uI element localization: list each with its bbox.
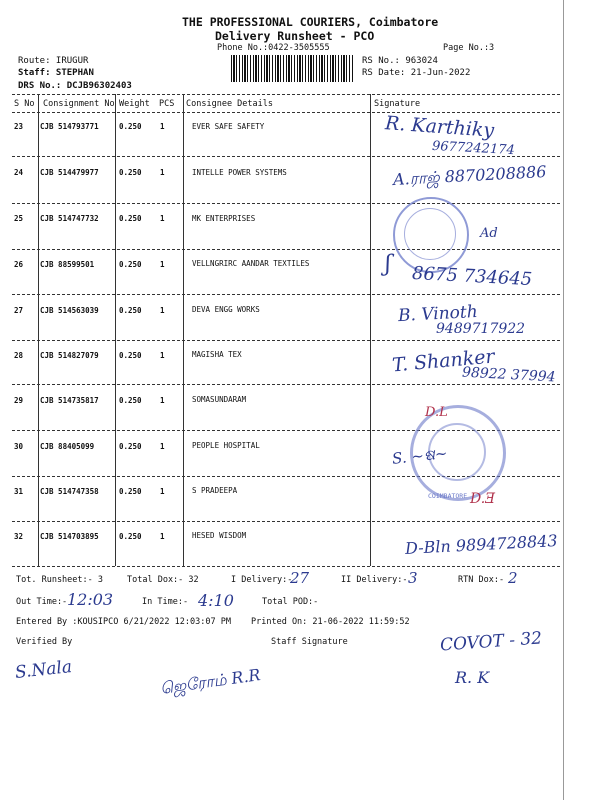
stamp-inner-ring [404, 208, 456, 260]
row-weight: 0.250 [119, 306, 142, 315]
row-consignment: CJB 514747732 [40, 214, 99, 223]
row-consignee: PEOPLE HOSPITAL [192, 441, 260, 450]
total-pod-label: Total POD:- [262, 597, 319, 607]
rs-number: RS No.: 963024 [362, 56, 438, 66]
col-signature: Signature [374, 99, 421, 109]
row-consignment: CJB 88405099 [40, 442, 95, 451]
tot-runsheet: Tot. Runsheet:- 3 [16, 575, 103, 585]
signature-row-23: R. Karthiky [384, 112, 495, 142]
company-name: THE PROFESSIONAL COURIERS, Coimbatore [182, 15, 439, 29]
signature-row-32: D-Bln 9894728843 [404, 531, 558, 558]
runsheet-title: Delivery Runsheet - PCO [215, 29, 375, 43]
row-weight: 0.250 [119, 396, 142, 405]
row-consignment: CJB 514703895 [40, 532, 99, 541]
phone-row-27: 9489717922 [436, 321, 526, 337]
row-rule [12, 384, 560, 385]
col-consignment: Consignment No [43, 99, 115, 109]
printed-on: Printed On: 21-06-2022 11:59:52 [251, 617, 410, 627]
col-pcs: PCS [159, 99, 175, 109]
row-weight: 0.250 [119, 122, 142, 131]
row-sno: 23 [14, 122, 24, 131]
col-divider [38, 94, 39, 566]
red-initials: D.L [425, 405, 448, 420]
phone-row-26: 8675 734645 [411, 262, 533, 291]
row-weight: 0.250 [119, 487, 142, 496]
phone-number: Phone No.:0422-3505555 [217, 43, 330, 53]
signature-row-24: A.ராஜ் 8870208886 [392, 161, 547, 190]
row-pcs: 1 [160, 168, 165, 177]
row-pcs: 1 [160, 122, 165, 131]
out-time-label: Out Time:- [16, 597, 68, 607]
row-consignment: CJB 514747358 [40, 487, 99, 496]
row-consignment: CJB 514827079 [40, 351, 99, 360]
row-rule [12, 249, 560, 250]
total-dox: Total Dox:- 32 [127, 575, 199, 585]
ii-delivery-value: 3 [408, 569, 418, 587]
route: Route: IRUGUR [18, 56, 89, 66]
row-pcs: 1 [160, 260, 165, 269]
row-consignee: HESED WISDOM [192, 531, 247, 540]
row-pcs: 1 [160, 487, 165, 496]
row-sno: 24 [14, 168, 24, 177]
row-pcs: 1 [160, 532, 165, 541]
signature-row-27: B. Vinoth [397, 301, 479, 327]
rtn-dox-label: RTN Dox:- [458, 575, 505, 585]
col-weight: Weight [119, 99, 150, 109]
cov-note: COVOT - 32 [439, 628, 543, 656]
row-consignee: S PRADEEPA [192, 486, 238, 495]
row-consignee: MK ENTERPRISES [192, 214, 256, 223]
row-sno: 28 [14, 351, 24, 360]
col-divider [115, 94, 116, 566]
row-pcs: 1 [160, 351, 165, 360]
signature-row-30: S. ~ଷ~ [391, 444, 449, 468]
signature-row-25: Ad [480, 226, 498, 241]
row-consignee: SOMASUNDARAM [192, 395, 247, 404]
page-edge [563, 0, 564, 800]
row-consignment: CJB 514793771 [40, 122, 99, 131]
row-weight: 0.250 [119, 168, 142, 177]
staff-signature-label: Staff Signature [271, 637, 348, 647]
row-rule [12, 521, 560, 522]
table-top-rule [12, 94, 560, 95]
entered-by: Entered By :KOUSIPCO 6/21/2022 12:03:07 PM [16, 617, 231, 627]
col-consignee: Consignee Details [186, 99, 273, 109]
row-sno: 27 [14, 306, 24, 315]
i-delivery-label: I Delivery:- [231, 575, 293, 585]
row-consignee: VELLNGRIRC AANDAR TEXTILES [192, 259, 310, 268]
row-consignment: CJB 514479977 [40, 168, 99, 177]
row-sno: 32 [14, 532, 24, 541]
in-time-value: 4:10 [198, 591, 234, 610]
row-pcs: 1 [160, 306, 165, 315]
row-pcs: 1 [160, 442, 165, 451]
row-consignee: INTELLE POWER SYSTEMS [192, 168, 287, 177]
row-weight: 0.250 [119, 351, 142, 360]
row-consignee: EVER SAFE SAFETY [192, 122, 265, 131]
row-rule [12, 203, 560, 204]
verified-by-label: Verified By [16, 637, 73, 647]
signature-row-28: T. Shanker [391, 345, 496, 377]
staff: Staff: STEPHAN [18, 68, 94, 78]
signature-mark-row-26: ʃ [385, 252, 391, 277]
rk-signature: R. K [455, 668, 490, 687]
rtn-dox-value: 2 [508, 569, 518, 587]
rs-date: RS Date: 21-Jun-2022 [362, 68, 471, 78]
red-initials-2: D.Ǝ [470, 491, 496, 507]
staff-signature: ஜெரோம் R.R [159, 665, 262, 698]
row-consignment: CJB 514563039 [40, 306, 99, 315]
phone-row-28: 98922 37994 [461, 364, 556, 386]
i-delivery-value: 27 [290, 569, 310, 587]
phone-row-23: 9677242174 [431, 138, 516, 159]
row-weight: 0.250 [119, 532, 142, 541]
row-consignee: MAGISHA TEX [192, 350, 242, 359]
row-sno: 29 [14, 396, 24, 405]
row-rule [12, 340, 560, 341]
row-sno: 30 [14, 442, 24, 451]
row-weight: 0.250 [119, 214, 142, 223]
out-time-value: 12:03 [67, 590, 114, 609]
row-rule [12, 566, 560, 567]
col-sno: S No [14, 99, 35, 109]
row-weight: 0.250 [119, 260, 142, 269]
in-time-label: In Time:- [142, 597, 189, 607]
row-rule [12, 294, 560, 295]
row-pcs: 1 [160, 214, 165, 223]
row-consignment: CJB 88599501 [40, 260, 95, 269]
row-consignment: CJB 514735817 [40, 396, 99, 405]
row-consignee: DEVA ENGG WORKS [192, 305, 260, 314]
row-pcs: 1 [160, 396, 165, 405]
stamp-city: COIMBATORE [428, 492, 468, 500]
row-sno: 25 [14, 214, 24, 223]
page-number: Page No.:3 [443, 43, 495, 53]
row-sno: 31 [14, 487, 24, 496]
row-sno: 26 [14, 260, 24, 269]
ii-delivery-label: II Delivery:- [341, 575, 408, 585]
col-divider [370, 94, 371, 566]
col-divider [183, 94, 184, 566]
barcode [231, 55, 354, 82]
verified-signature: S.Nala [14, 657, 73, 683]
row-weight: 0.250 [119, 442, 142, 451]
table-header-rule [12, 112, 560, 113]
drs-number: DRS No.: DCJB96302403 [18, 81, 132, 91]
